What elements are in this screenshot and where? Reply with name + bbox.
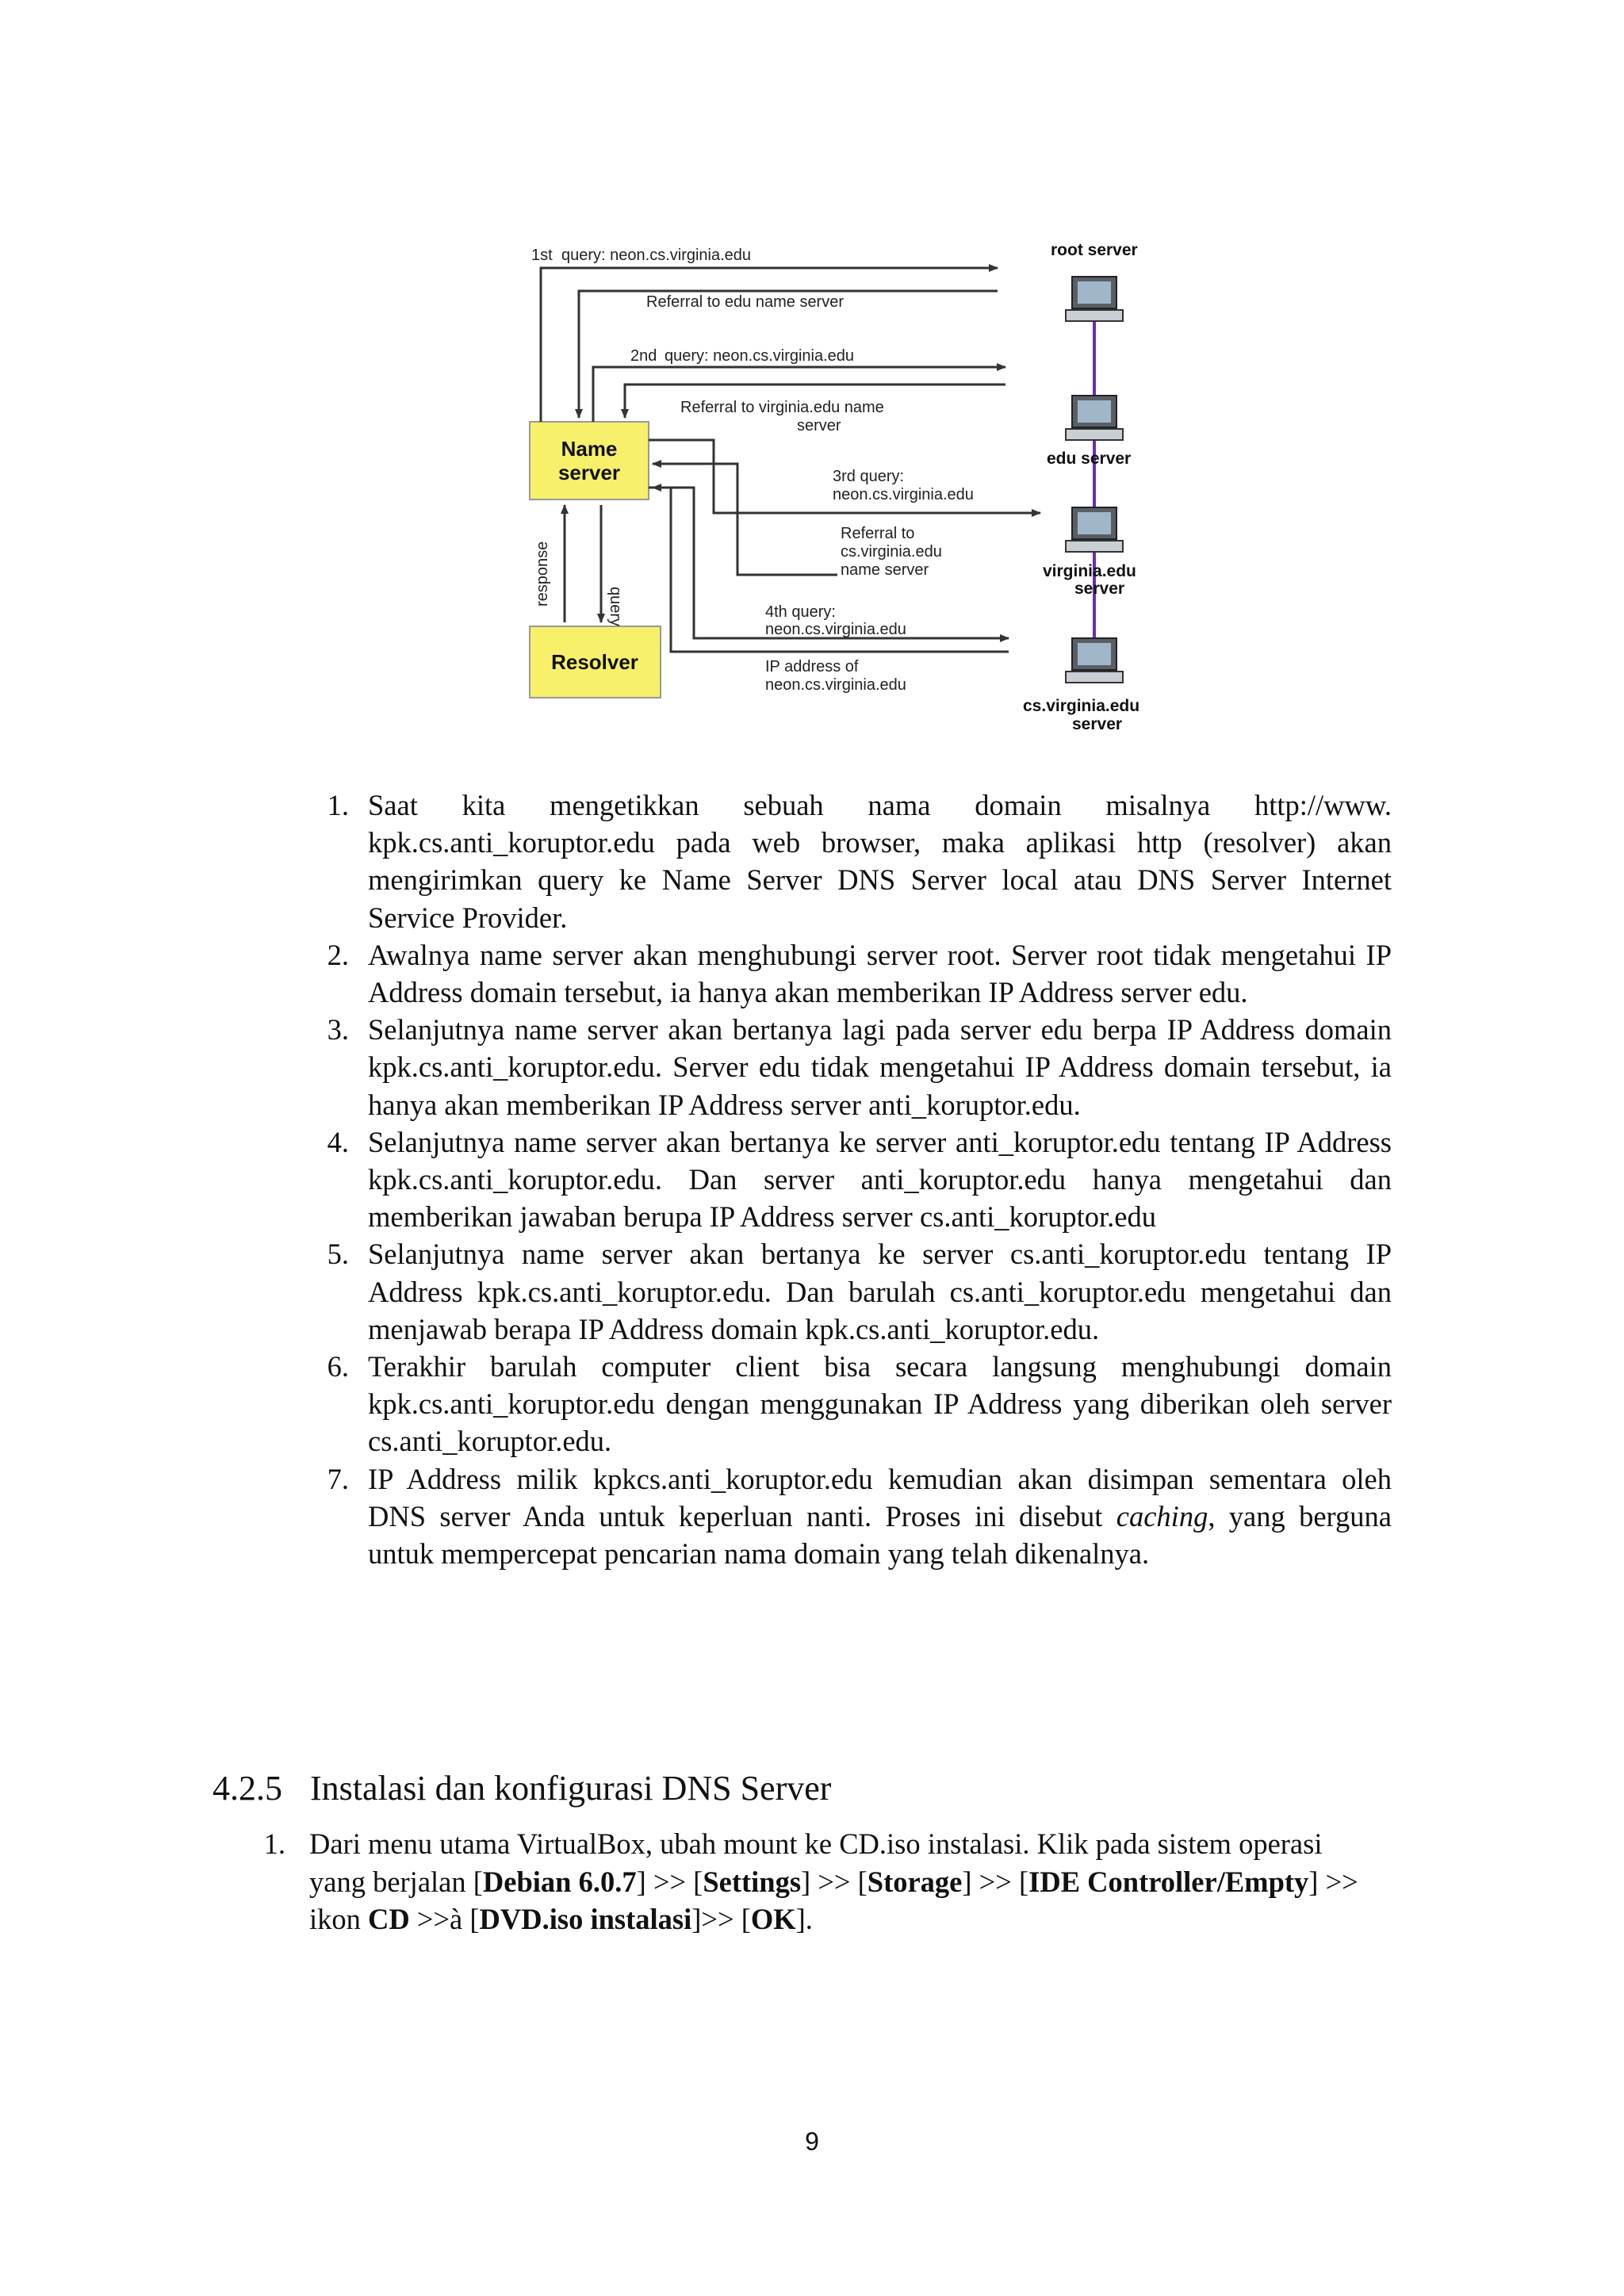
section-heading [213, 1766, 831, 1811]
edu-server-label: edu server [1047, 450, 1132, 468]
list-item [317, 1123, 1392, 1236]
ip-label-line1: IP address of [765, 658, 859, 675]
cs-server-label-line2: server [1072, 715, 1123, 733]
list-item-text: Selanjutnya name server akan bertanya ke server cs.anti_koruptor.edu tentang IP Address kpk.cs.anti_koruptor.edu. Dan barulah cs.anti_koruptor.edu mengetahui dan menjawab berapa IP Address domain kpk.cs.anti_koruptor.edu. [368, 1238, 1392, 1345]
q1-label: query: neon.cs.virginia.edu [561, 247, 752, 264]
q4-label-line1: 4th query: [765, 603, 836, 621]
list-item [317, 1011, 1392, 1123]
bold-term: DVD.iso instalasi [479, 1903, 692, 1935]
query-label: query [607, 587, 624, 627]
caching-term: caching [1116, 1499, 1208, 1533]
ref3-label-line2: cs.virginia.edu [841, 543, 942, 561]
section-title: Instalasi dan konfigurasi DNS Server [310, 1769, 832, 1808]
bold-term: IDE Controller/Empty [1028, 1865, 1309, 1898]
q2-ordinal: 2nd [630, 347, 657, 365]
list-item-number: 5. [327, 1238, 349, 1271]
text-segment: ]. [795, 1903, 813, 1935]
root-server-computer-icon [1066, 277, 1123, 321]
q3-label-line1: 3rd query: [833, 468, 905, 485]
list-item-number: 7. [327, 1462, 349, 1495]
section-number: 4.2.5 [213, 1769, 282, 1808]
virginia-server-computer-icon [1066, 507, 1123, 552]
list-item-text: Saat kita mengetikkan sebuah nama domain misalnya http://www. kpk.cs.anti_koruptor.edu pada web browser, maka aplikasi http (resolver) akan mengirimkan query ke Name Server DNS Server local atau DNS Server Internet Service Provider. [368, 789, 1392, 934]
bold-term: OK [750, 1903, 796, 1935]
list-item-number: 2. [327, 938, 349, 971]
ref2-label-line2: server [797, 417, 841, 434]
cs-server-label-line1: cs.virginia.edu [1023, 697, 1140, 715]
q2-label: query: neon.cs.virginia.edu [665, 347, 855, 365]
text-segment: IP Address milik kpkcs.anti_koruptor.edu kemudian akan disimpan sementara oleh DNS server Anda untuk keperluan nanti. Proses ini disebut [368, 1462, 1392, 1533]
dns-diagram-svg [523, 234, 1182, 741]
q3-label-line2: neon.cs.virginia.edu [833, 486, 974, 503]
list-item-number: 6. [327, 1350, 349, 1383]
text-segment: ]>> [ [691, 1903, 751, 1935]
text-segment: ] >> ikon [309, 1865, 1358, 1935]
ref3-label-line1: Referral to [841, 525, 915, 542]
list-item [254, 1825, 1360, 1938]
name-server-label-line2: server [557, 461, 621, 484]
virginia-server-label-line1: virginia.edu [1043, 562, 1136, 580]
list-item-text: Selanjutnya name server akan bertanya lagi pada server edu berpa IP Address domain kpk.cs.anti_koruptor.edu. Server edu tidak mengetahui IP Address domain tersebut, ia hanya akan memberikan IP Address server anti_koruptor.edu. [368, 1013, 1392, 1121]
list-item-text [309, 1827, 1358, 1935]
list-item [317, 1460, 1392, 1573]
text-segment: , yang berguna untuk mempercepat pencarian nama domain yang telah dikenalnya. [368, 1499, 1392, 1571]
list-item [317, 1235, 1392, 1348]
list-item [317, 786, 1392, 936]
text-segment: ] >> [ [962, 1865, 1029, 1898]
text-segment: ] >> [ [801, 1865, 868, 1898]
list-item-text: Selanjutnya name server akan bertanya ke server anti_koruptor.edu tentang IP Address kpk.cs.anti_koruptor.edu. Dan server anti_koruptor.edu hanya mengetahui dan memberikan jawaban berupa IP Address server cs.anti_koruptor.edu [368, 1125, 1392, 1234]
edu-server-computer-icon [1066, 396, 1123, 440]
ip-label-line2: neon.cs.virginia.edu [765, 676, 906, 694]
list-item-text [368, 1460, 1392, 1573]
bold-term: Settings [703, 1865, 802, 1898]
list-item-number: 1. [263, 1827, 285, 1860]
root-server-label: root server [1051, 241, 1138, 259]
page-number: 9 [805, 2127, 819, 2156]
q1-ordinal: 1st [531, 247, 553, 264]
cs-server-computer-icon [1066, 638, 1123, 683]
bold-term: CD [368, 1903, 410, 1935]
response-label: response [534, 541, 551, 607]
ref1-label: Referral to edu name server [646, 293, 845, 311]
list-item [317, 1348, 1392, 1460]
name-server-label-line1: Name [561, 437, 618, 461]
dns-steps-list [317, 786, 1392, 1572]
list-item [317, 936, 1392, 1011]
list-item-text: Terakhir barulah computer client bisa secara langsung menghubungi domain kpk.cs.anti_koruptor.edu dengan menggunakan IP Address yang diberikan oleh server cs.anti_koruptor.edu. [368, 1350, 1392, 1458]
bold-term: Debian 6.0.7 [482, 1865, 637, 1898]
text-segment: Dari menu utama VirtualBox, ubah mount ke CD.iso instalasi. Klik pada sistem operasi yang berjalan [ [309, 1827, 1323, 1898]
text-segment: >>à [ [409, 1903, 480, 1935]
text-segment: ] >> [ [636, 1865, 703, 1898]
ref3-label-line3: name server [841, 561, 929, 579]
install-steps-list [254, 1825, 1360, 1938]
list-item-number: 4. [327, 1125, 349, 1158]
list-item-number: 3. [327, 1013, 349, 1047]
virginia-server-label-line2: server [1074, 580, 1125, 598]
list-item-text: Awalnya name server akan menghubungi server root. Server root tidak mengetahui IP Address domain tersebut, ia hanya akan memberikan IP Address server edu. [368, 938, 1392, 1009]
list-item-number: 1. [327, 789, 349, 821]
q4-label-line2: neon.cs.virginia.edu [765, 621, 906, 638]
dns-diagram [523, 234, 1182, 741]
ref2-label-line1: Referral to virginia.edu name [680, 399, 884, 416]
bold-term: Storage [867, 1865, 963, 1898]
ref3-arrow [653, 464, 837, 575]
resolver-label: Resolver [551, 650, 638, 674]
